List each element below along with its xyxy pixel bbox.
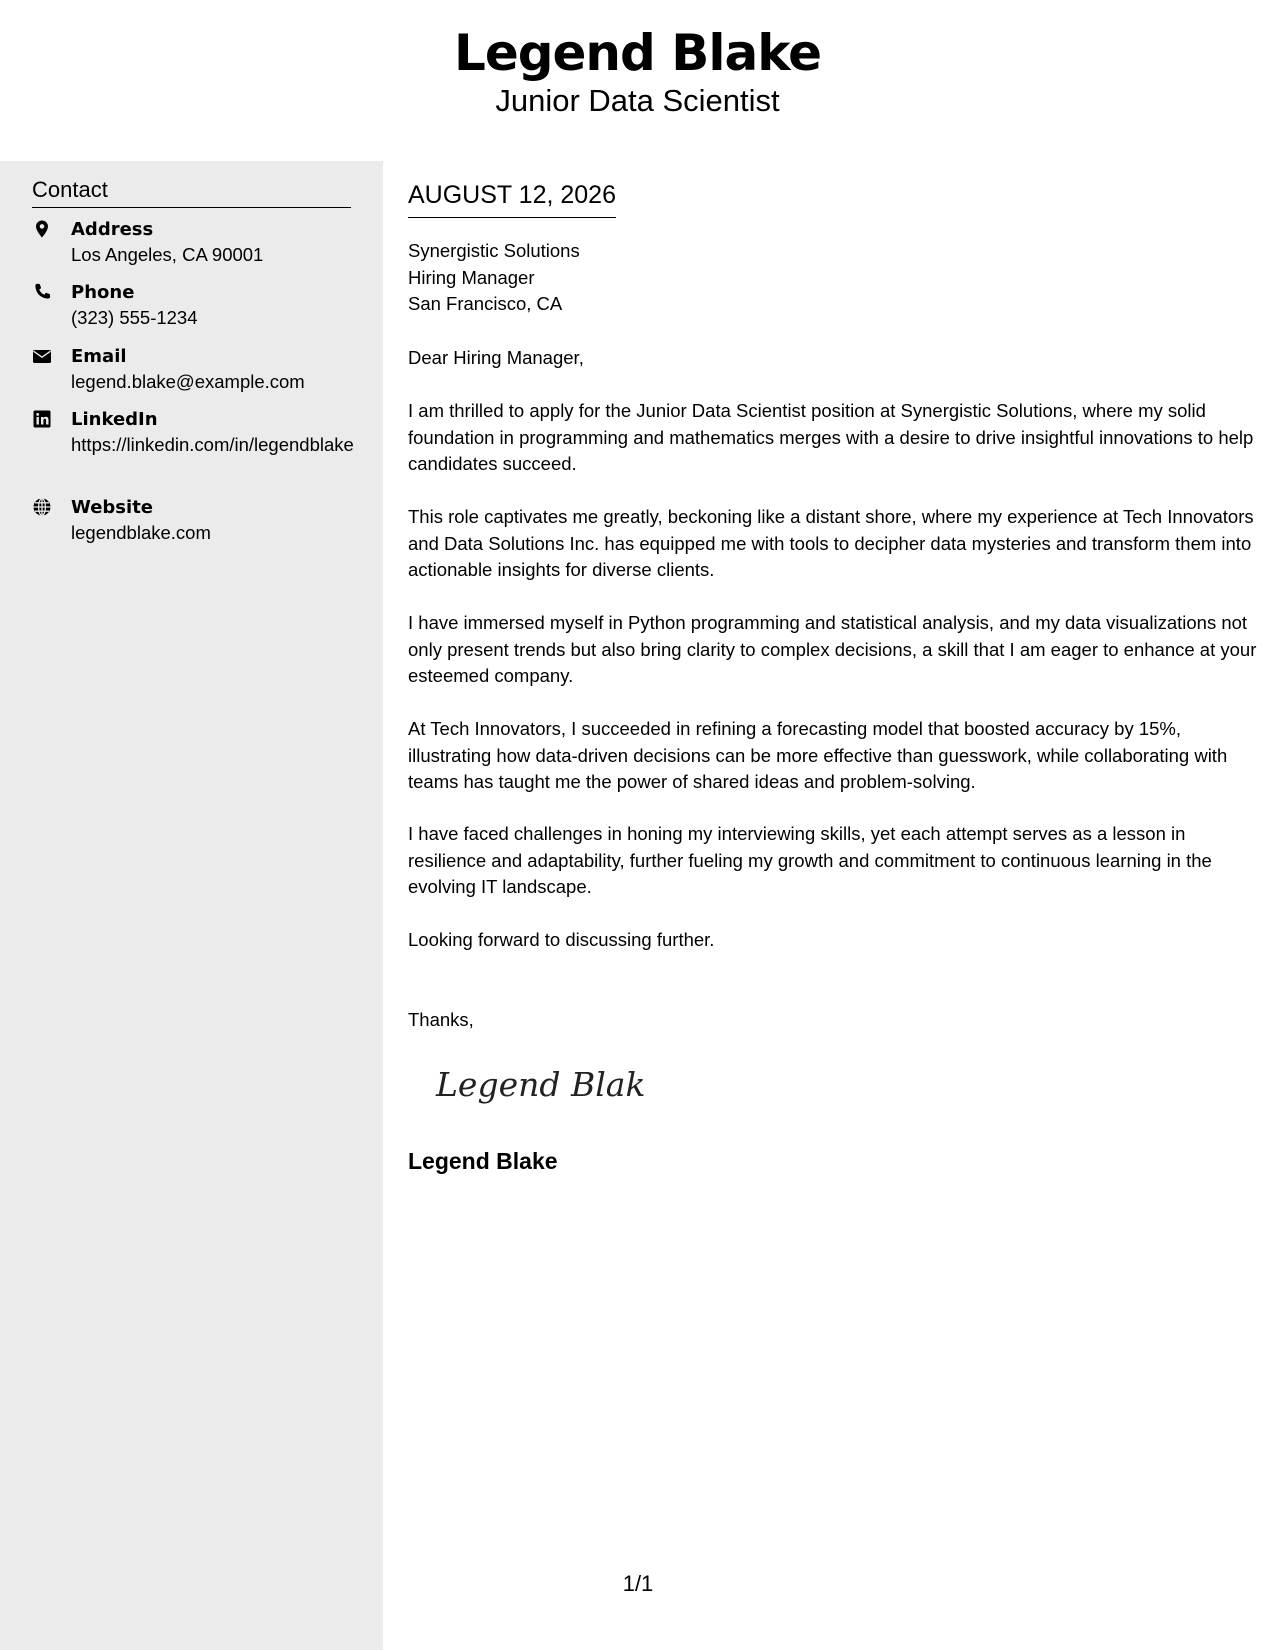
recipient-role: Hiring Manager — [408, 266, 535, 288]
letter-header — [0, 0, 1275, 161]
contact-heading: Contact — [32, 176, 351, 208]
sign-off: Thanks, — [408, 1009, 474, 1030]
signature-graphic — [434, 1054, 644, 1114]
contact-value: (323) 555-1234 — [71, 307, 198, 328]
contact-label: Email — [71, 346, 127, 367]
applicant-name: Legend Blake — [453, 24, 822, 82]
body-paragraph: I am thrilled to apply for the Junior Data Scientist position at Synergistic Solutions, where my solid foundation in programming and mathematics merges with a desire to drive insightful innovations to help candidates succeed. — [408, 400, 1254, 474]
signature-text: Legend Blake — [436, 1065, 644, 1104]
contact-value: Los Angeles, CA 90001 — [71, 244, 264, 265]
greeting: Dear Hiring Manager, — [408, 347, 584, 368]
body-paragraph: I have immersed myself in Python programming and statistical analysis, and my data visualizations not only present trends but also bring clarity to complex decisions, a skill that I am eager to enhance at your esteemed company. — [408, 612, 1257, 686]
contact-label: LinkedIn — [71, 409, 158, 430]
globe-icon — [32, 497, 58, 521]
body-paragraph: I have faced challenges in honing my interviewing skills, yet each attempt serves as a lesson in resilience and adaptability, further fueling my growth and commitment to continuous learning in the evolving IT landscape. — [408, 823, 1212, 897]
map-pin-icon — [32, 219, 58, 243]
recipient-block — [408, 238, 580, 318]
signed-name: Legend Blake — [408, 1148, 558, 1174]
linkedin-icon — [32, 409, 58, 433]
closing-line: Looking forward to discussing further. — [408, 929, 715, 950]
letter-date: AUGUST 12, 2026 — [408, 179, 616, 218]
contact-label: Phone — [71, 282, 135, 303]
recipient-location: San Francisco, CA — [408, 293, 563, 314]
phone-icon — [32, 282, 58, 306]
contact-value: legend.blake@example.com — [71, 371, 305, 392]
contact-label: Address — [71, 219, 154, 240]
body-paragraph: This role captivates me greatly, beckoning like a distant shore, where my experience at Tech Innovators and Data Solutions Inc. has equipped me with tools to decipher data mysteries and transform them into actionable insights for diverse clients. — [408, 506, 1254, 580]
contact-label: Website — [71, 497, 154, 518]
body-paragraph: At Tech Innovators, I succeeded in refining a forecasting model that boosted accuracy by 15%, illustrating how data-driven decisions can be more effective than guesswork, while collaborating with teams has taught me the power of shared ideas and problem-solving. — [408, 718, 1228, 792]
applicant-job-title: Junior Data Scientist — [495, 83, 780, 118]
contact-value: https://linkedin.com/in/legendblake — [71, 434, 354, 455]
recipient-company: Synergistic Solutions — [408, 240, 580, 261]
contact-sidebar — [0, 161, 383, 1650]
envelope-icon — [32, 346, 58, 370]
contact-value: legendblake.com — [71, 522, 211, 543]
page-number: 1/1 — [622, 1571, 654, 1596]
handwritten-signature — [434, 1054, 644, 1114]
